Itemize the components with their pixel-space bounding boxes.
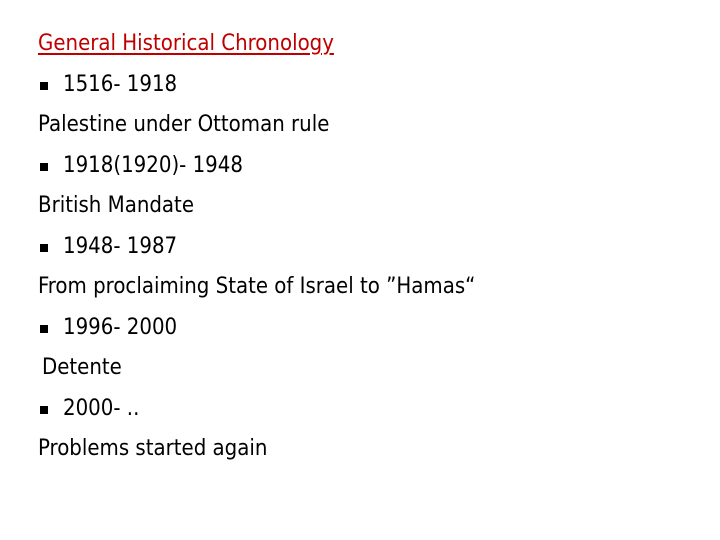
period-label: 1996- 2000 [63,314,178,340]
period-label: 2000- .. [63,395,140,421]
period-description: Palestine under Ottoman rule [38,112,330,137]
period-description: From proclaiming State of Israel to ”Hamas“ [38,274,476,299]
square-bullet-icon [40,82,48,90]
period-description: British Mandate [38,193,194,218]
period-description: Problems started again [38,436,268,461]
period-label: 1516- 1918 [63,71,178,97]
period-row [38,389,700,430]
square-bullet-icon [40,406,48,414]
square-bullet-icon [40,244,48,252]
square-bullet-icon [40,325,48,333]
chronology-content [38,24,700,470]
period-description: Detente [42,355,122,380]
period-row [38,227,700,268]
period-label: 1948- 1987 [63,233,178,259]
slide-title: General Historical Chronology [38,31,334,56]
period-label: 1918(1920)- 1948 [63,152,243,178]
period-row [38,146,700,187]
period-row [38,308,700,349]
period-row [38,65,700,106]
square-bullet-icon [40,163,48,171]
